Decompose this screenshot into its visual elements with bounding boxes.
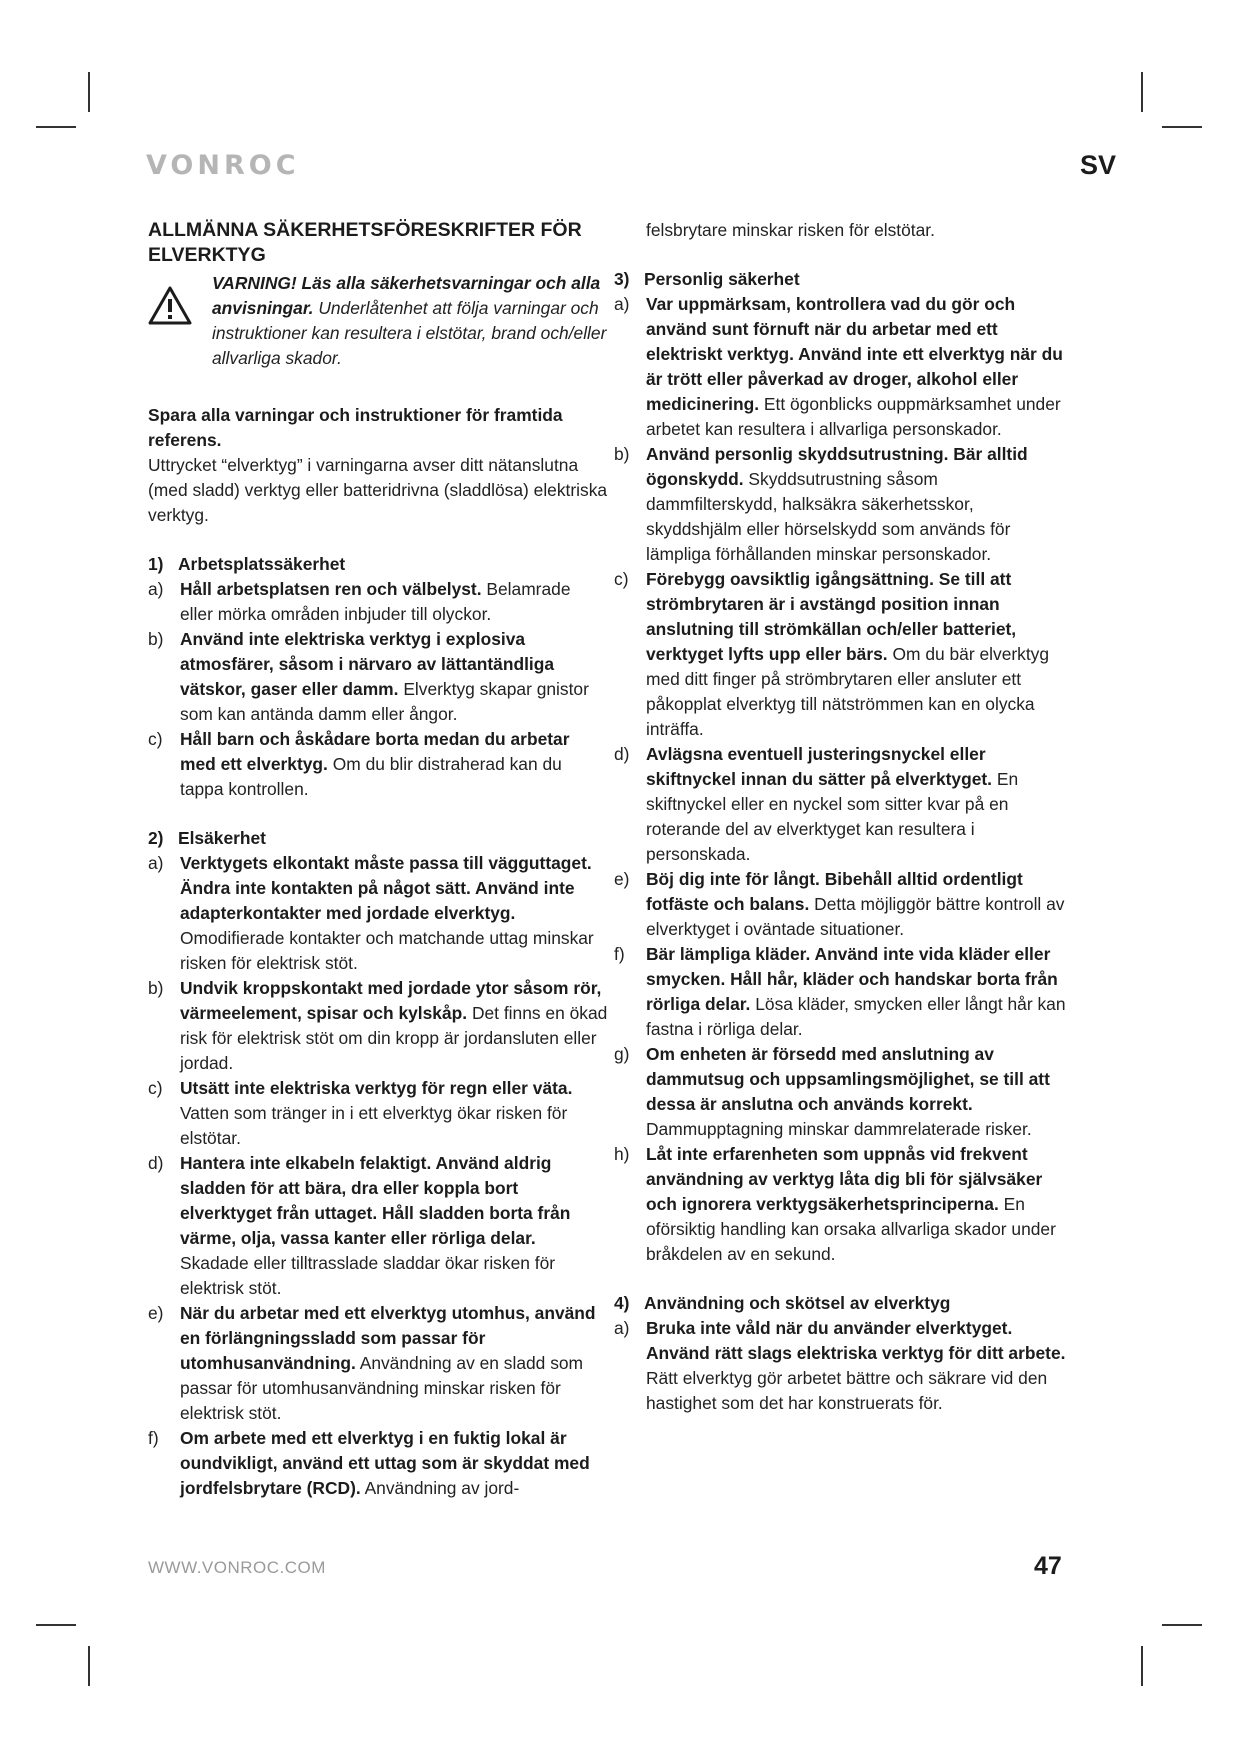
section-items (148, 851, 608, 1501)
crop-mark (1162, 1624, 1202, 1626)
item-bold: Håll barn och åskådare borta medan du arbetar med ett elverktyg. (180, 729, 570, 774)
list-item (614, 1042, 1074, 1142)
item-key: f) (614, 944, 625, 964)
list-item (148, 577, 608, 627)
item-text: En oförsiktig handling kan orsaka allvarliga skador under bråkdelen av en sekund. (646, 1194, 1056, 1264)
item-key: a) (148, 853, 164, 873)
section-items (614, 292, 1074, 1267)
item-bold: Hantera inte elkabeln felaktigt. Använd aldrig sladden för att bära, dra eller koppla bort elverktyget från uttaget. Håll sladden borta från värme, olja, vassa kanter eller rörliga delar. (180, 1153, 571, 1248)
item-text: En skiftnyckel eller en nyckel som sitter kvar på en roterande del av elverktyget kan resultera i personskada. (646, 769, 1019, 864)
item-bold: Avlägsna eventuell justeringsnyckel eller skiftnyckel innan du sätter på elverktyget. (646, 744, 993, 789)
item-key: b) (614, 444, 630, 464)
warning-triangle-icon (148, 285, 192, 325)
item-bold: Om arbete med ett elverktyg i en fuktig lokal är oundvikligt, använd ett uttag som är skyddat med jordfelsbrytare (RCD). (180, 1428, 590, 1498)
list-item (614, 442, 1074, 567)
item-key: h) (614, 1144, 630, 1164)
list-item (148, 1426, 608, 1501)
left-column (148, 218, 608, 1501)
item-key: d) (148, 1153, 164, 1173)
section-heading: 2) Elsäkerhet (148, 828, 266, 848)
list-item (614, 1142, 1074, 1267)
crop-mark (88, 1646, 90, 1686)
item-key: b) (148, 629, 164, 649)
item-bold: Böj dig inte för långt. Bibehåll alltid ordentligt fotfäste och balans. (646, 869, 1023, 914)
item-text: Rätt elverktyg gör arbetet bättre och säkrare vid den hastighet som det har konstruerats för. (646, 1368, 1048, 1413)
item-text: Skyddsutrustning såsom dammfilterskydd, halksäkra säkerhetsskor, skyddshjälm eller hörselskydd som används för lämpliga förhållanden minskar personskador. (646, 469, 1011, 564)
item-text: Användning av en sladd som passar för utomhusanvändning minskar risken för elektrisk stöt. (180, 1353, 584, 1423)
item-bold: Utsätt inte elektriska verktyg för regn eller väta. (180, 1078, 573, 1098)
item-key: c) (148, 1078, 163, 1098)
item-key: c) (148, 729, 163, 749)
item-bold: Om enheten är försedd med anslutning av dammutsug och uppsamlingsmöjlighet, se till att dessa är anslutna och används korrekt. (646, 1044, 1050, 1114)
footer-url: WWW.VONROC.COM (148, 1558, 326, 1577)
item-bold: Håll arbetsplatsen ren och välbelyst. (180, 579, 482, 599)
list-item (614, 1316, 1074, 1416)
list-item (614, 742, 1074, 867)
list-item (614, 942, 1074, 1042)
crop-mark (1162, 126, 1202, 128)
item-text: Användning av jord- (360, 1478, 520, 1498)
item-key: g) (614, 1044, 630, 1064)
list-item (614, 867, 1074, 942)
crop-mark (1141, 1646, 1143, 1686)
item-bold: Verktygets elkontakt måste passa till vägguttaget. Ändra inte kontakten på något sätt. Använd inte adapterkontakter med jordade elverktyg. (180, 853, 592, 923)
item-key: b) (148, 978, 164, 998)
crop-mark (88, 72, 90, 112)
item-key: d) (614, 744, 630, 764)
page-number: 47 (1034, 1552, 1062, 1580)
item-text: Elverktyg skapar gnistor som kan antända damm eller ångor. (180, 679, 589, 724)
item-key: e) (148, 1303, 164, 1323)
item-text: Ett ögonblicks ouppmärksamhet under arbetet kan resultera i allvarliga personskador. (646, 394, 1061, 439)
item-bold: Var uppmärksam, kontrollera vad du gör och använd sunt förnuft när du arbetar med ett elektriskt verktyg. Använd inte ett elverktyg när du är trött eller påverkad av droger, alkohol eller medicinering. (646, 294, 1063, 414)
item-text: Lösa kläder, smycken eller långt hår kan fastna i rörliga delar. (646, 994, 1066, 1039)
section-title: ALLMÄNNA SÄKERHETSFÖRESKRIFTER FÖR ELVERKTYG (148, 219, 582, 266)
item-text: Belamrade eller mörka områden inbjuder till olyckor. (180, 579, 571, 624)
list-item (614, 567, 1074, 742)
item-text: Detta möjliggör bättre kontroll av elverktyget i oväntade situationer. (646, 894, 1065, 939)
crop-mark (1141, 72, 1143, 112)
continuation-text: felsbrytare minskar risken för elstötar. (646, 220, 935, 240)
item-text: Dammupptagning minskar dammrelaterade risker. (646, 1119, 1032, 1139)
item-bold: Bruka inte våld när du använder elverktyget. Använd rätt slags elektriska verktyg för ditt arbete. (646, 1318, 1066, 1363)
list-item (148, 1076, 608, 1151)
crop-mark (36, 1624, 76, 1626)
section-heading: 1) Arbetsplatssäkerhet (148, 554, 346, 574)
item-bold: Bär lämpliga kläder. Använd inte vida kläder eller smycken. Håll hår, kläder och handskar borta från rörliga delar. (646, 944, 1058, 1014)
language-code: SV (1080, 150, 1117, 180)
item-bold: Låt inte erfarenheten som uppnås vid frekvent användning av verktyg låta dig bli för självsäker och ignorera verktygsäkerhetsprinciperna. (646, 1144, 1043, 1214)
item-key: a) (148, 579, 164, 599)
item-text: Omodifierade kontakter och matchande uttag minskar risken för elektrisk stöt. (180, 928, 594, 973)
warning-text: Underlåtenhet att följa varningar och instruktioner kan resultera i elstötar, brand och/eller allvarliga skador. (212, 298, 607, 368)
item-key: a) (614, 1318, 630, 1338)
crop-mark (36, 126, 76, 128)
item-text: Om du blir distraherad kan du tappa kontrollen. (180, 754, 562, 799)
section-heading: 3) Personlig säkerhet (614, 269, 800, 289)
section-items (614, 1316, 1074, 1416)
item-key: e) (614, 869, 630, 889)
item-key: a) (614, 294, 630, 314)
warning-block (148, 271, 608, 371)
item-key: c) (614, 569, 629, 589)
section-items (148, 577, 608, 802)
list-item (148, 976, 608, 1076)
list-item (148, 1151, 608, 1301)
brand-logo: VONROC (146, 150, 300, 181)
save-instructions: Spara alla varningar och instruktioner för framtida referens. (148, 405, 563, 450)
list-item (148, 627, 608, 727)
item-bold: Undvik kroppskontakt med jordade ytor såsom rör, värmeelement, spisar och kylskåp. (180, 978, 602, 1023)
item-text: Om du bär elverktyg med ditt finger på strömbrytaren eller ansluter ett påkopplat elverktyg till nätströmmen kan en olycka inträffa. (646, 644, 1050, 739)
item-text: Skadade eller tilltrasslade sladdar ökar risken för elektrisk stöt. (180, 1253, 556, 1298)
list-item (148, 851, 608, 976)
item-bold: Förebygg oavsiktlig igångsättning. Se till att strömbrytaren är i avstängd position innan anslutning till strömkällan och/eller batteriet, verktyget lyfts upp eller bärs. (646, 569, 1017, 664)
item-text: Vatten som tränger in i ett elverktyg ökar risken för elstötar. (180, 1103, 568, 1148)
right-column (614, 218, 1074, 1416)
item-bold: När du arbetar med ett elverktyg utomhus, använd en förlängningssladd som passar för utomhusanvändning. (180, 1303, 596, 1373)
item-text: Det finns en ökad risk för elektrisk stöt om din kropp är jordansluten eller jordad. (180, 1003, 608, 1073)
section-heading: 4) Användning och skötsel av elverktyg (614, 1293, 951, 1313)
item-bold: Använd inte elektriska verktyg i explosiva atmosfärer, såsom i närvaro av lättantändliga vätskor, gaser eller damm. (180, 629, 555, 699)
item-bold: Använd personlig skyddsutrustning. Bär alltid ögonskydd. (646, 444, 1028, 489)
warning-bold: VARNING! Läs alla säkerhetsvarningar och alla anvisningar. (212, 273, 601, 318)
item-key: f) (148, 1428, 159, 1448)
definition-text: Uttrycket “elverktyg” i varningarna avser ditt nätanslutna (med sladd) verktyg eller batteridrivna (sladdlösa) elektriska verktyg. (148, 455, 608, 525)
list-item (148, 1301, 608, 1426)
list-item (614, 292, 1074, 442)
list-item (148, 727, 608, 802)
